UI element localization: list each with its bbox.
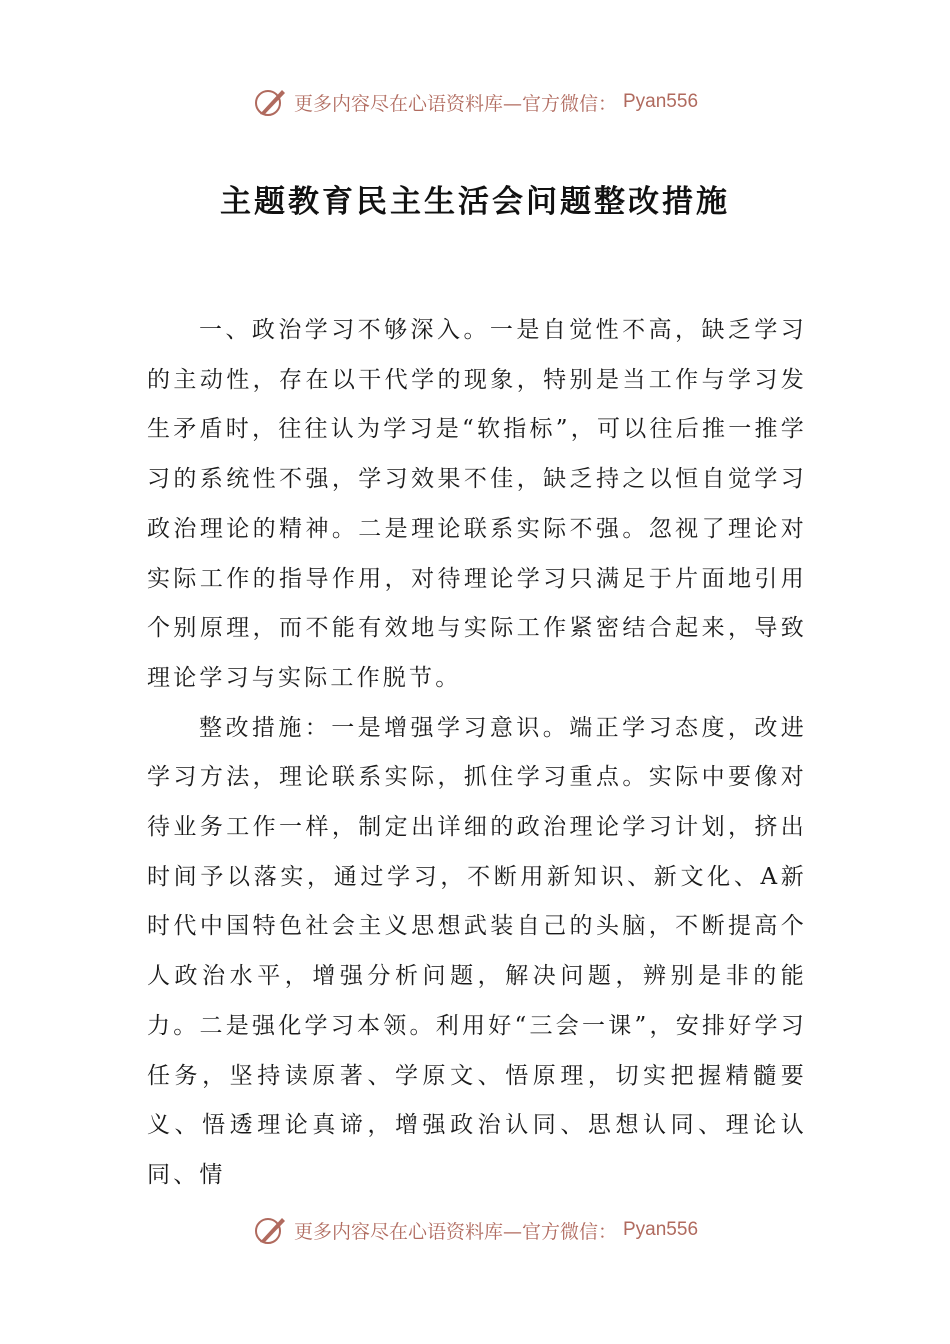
paragraph-problem: 一、政治学习不够深入。一是自觉性不高，缺乏学习的主动性，存在以干代学的现象，特别是当工作与学习发生矛盾时，往往认为学习是“软指标”，可以往后推一推学习的系统性不强，学习效果不佳，缺乏持之以恒自觉学习政治理论的精神。二是理论联系实际不强。忽视了理论对实际工作的指导作用，对待理论学习只满足于片面地引用个别原理，而不能有效地与实际工作紧密结合起来，导致理论学习与实际工作脱节。 [147, 317, 807, 691]
footer-watermark [0, 1212, 950, 1248]
document-body [147, 306, 807, 1201]
quill-logo-icon [252, 84, 288, 120]
paragraph-measures: 整改措施：一是增强学习意识。端正学习态度，改进学习方法，理论联系实际，抓住学习重点。实际中要像对待业务工作一样，制定出详细的政治理论学习计划，挤出时间予以落实，通过学习，不断用新知识、新文化、A新时代中国特色社会主义思想武装自己的头脑，不断提高个人政治水平，增强分析问题，解决问题，辨别是非的能力。二是强化学习本领。利用好“三会一课”，安排好学习任务，坚持读原著、学原文、悟原理，切实把握精髓要义、悟透理论真谛，增强政治认同、思想认同、理论认同、情 [147, 714, 807, 1188]
document-title: 主题教育民主生活会问题整改措施 [220, 184, 730, 220]
watermark-handle: Pyan556 [623, 1219, 699, 1240]
watermark-text: 更多内容尽在心语资料库—官方微信： [293, 1220, 617, 1243]
header-watermark [0, 84, 950, 120]
watermark-text: 更多内容尽在心语资料库—官方微信： [293, 92, 617, 115]
quill-logo-icon [252, 1212, 288, 1248]
watermark-handle: Pyan556 [623, 91, 699, 112]
